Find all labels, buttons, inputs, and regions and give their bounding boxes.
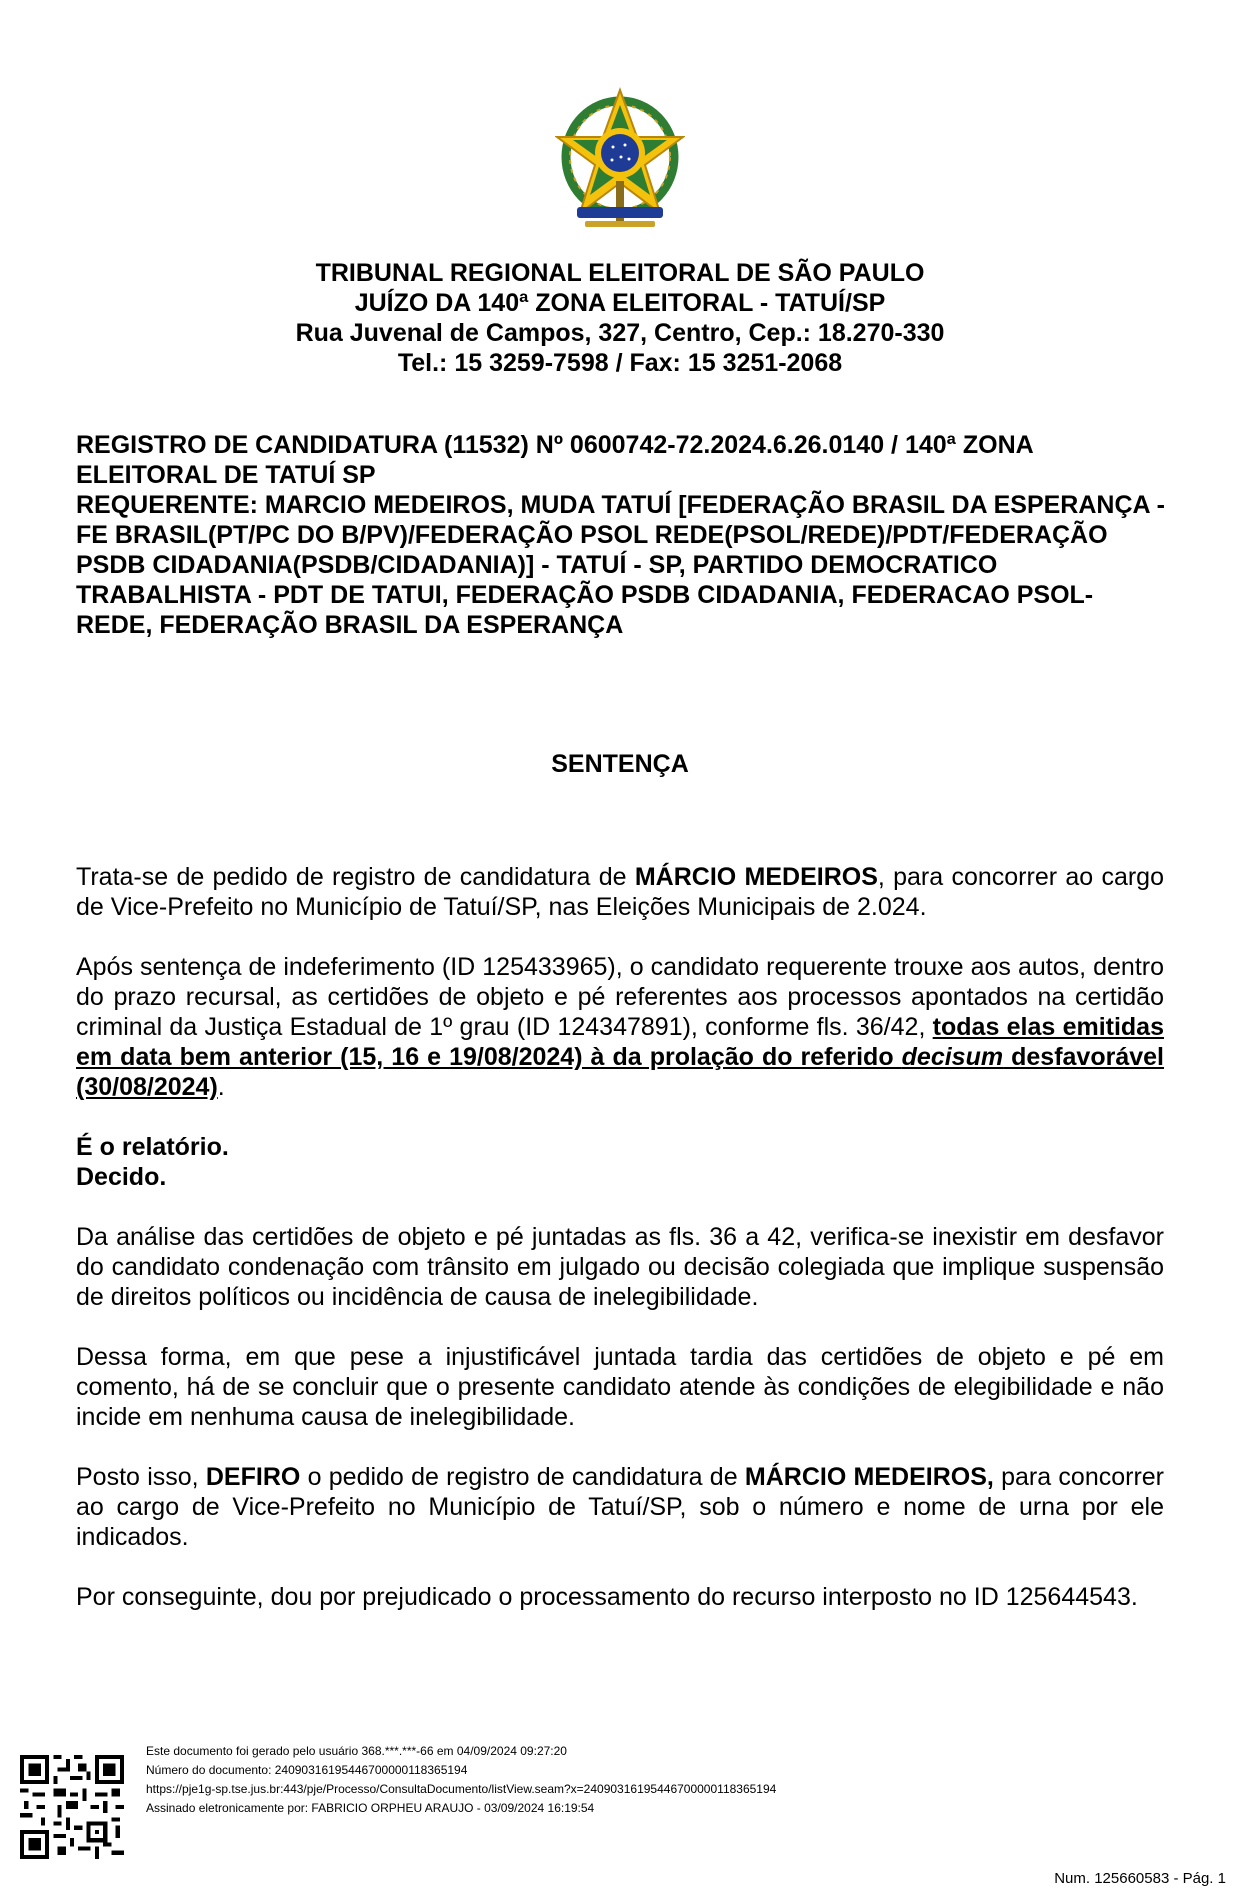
- paragraph-decision: Posto isso, DEFIRO o pedido de registro de candidatura de MÁRCIO MEDEIROS, para concorrer ao cargo de Vice-Prefeito no Município de Tatuí/SP, sob o número e nome de urna por ele indicados.: [76, 1463, 1165, 1551]
- footer-signed-by: Assinado eletronicamente por: FABRICIO ORPHEU ARAUJO - 03/09/2024 16:19:54: [146, 1801, 595, 1815]
- paragraph-facts: Trata-se de pedido de registro de candidatura de MÁRCIO MEDEIROS, para concorrer ao cargo de Vice-Prefeito no Município de Tatuí/SP, nas Eleições Municipais de 2.024.: [76, 863, 1164, 921]
- decided-line: Decido.: [76, 1163, 167, 1191]
- footer-url[interactable]: https://pje1g-sp.tse.jus.br:443/pje/Processo/ConsultaDocumento/listView.seam?x=24090316195446700000118365194: [146, 1782, 777, 1796]
- paragraph-conclusion: Dessa forma, em que pese a injustificável juntada tardia das certidões de objeto e pé em comento, há de se concluir que o presente candidato atende às condições de elegibilidade e não incide em nenhuma causa de inelegibilidade.: [76, 1343, 1164, 1431]
- case-applicant: REQUERENTE: MARCIO MEDEIROS, MUDA TATUÍ [FEDERAÇÃO BRASIL DA ESPERANÇA - FE BRASIL(PT/PC DO B/PV)/FEDERAÇÃO PSOL REDE(PSOL/REDE)/PDT/FEDERAÇÃO PSDB CIDADANIA(PSDB/CIDADANIA)] - TATUÍ - SP, PARTIDO DEMOCRATICO TRABALHISTA - PDT DE TATUI, FEDERAÇÃO PSDB CIDADANIA, FEDERACAO PSOL-REDE, FEDERAÇÃO BRASIL DA ESPERANÇA: [76, 491, 1165, 639]
- document-title: SENTENÇA: [551, 750, 689, 778]
- case-registration: REGISTRO DE CANDIDATURA (11532) Nº 0600742-72.2024.6.26.0140 / 140ª ZONA ELEITORAL DE TATUÍ SP: [76, 431, 1033, 489]
- paragraph-analysis: Da análise das certidões de objeto e pé juntadas as fls. 36 a 42, verifica-se inexistir em desfavor do candidato condenação com trânsito em julgado ou decisão colegiada que implique suspensão de direitos políticos ou incidência de causa de inelegibilidade.: [76, 1223, 1164, 1311]
- court-header: [0, 258, 1240, 378]
- paragraph-background: Após sentença de indeferimento (ID 125433965), o candidato requerente trouxe aos autos, dentro do prazo recursal, as certidões de objeto e pé referentes aos processos apontados na certidão criminal da Justiça Estadual de 1º grau (ID 124347891), conforme fls. 36/42, todas elas emitidas em data bem anterior (15, 16 e 19/08/2024) à da prolação do referido decisum desfavorável (30/08/2024).: [76, 953, 1164, 1101]
- court-address: Rua Juvenal de Campos, 327, Centro, Cep.: 18.270-330: [295, 319, 945, 347]
- electoral-zone: JUÍZO DA 140ª ZONA ELEITORAL - TATUÍ/SP: [354, 289, 886, 317]
- court-phone: Tel.: 15 3259-7598 / Fax: 15 3251-2068: [397, 349, 843, 377]
- sentence-body: [76, 862, 1164, 1642]
- candidate-name: MÁRCIO MEDEIROS: [634, 863, 878, 891]
- paragraph-appeal: Por conseguinte, dou por prejudicado o processamento do recurso interposto no ID 125644543.: [76, 1583, 1138, 1611]
- footer-generated: Este documento foi gerado pelo usuário 368.***.***-66 em 04/09/2024 09:27:20: [146, 1744, 567, 1758]
- qr-code-icon: [20, 1755, 124, 1859]
- electronic-signature-footer: [146, 1742, 776, 1818]
- case-identification: [76, 430, 1168, 640]
- footer-document-number: Número do documento: 24090316195446700000118365194: [146, 1763, 468, 1777]
- brazil-coat-of-arms-icon: [555, 85, 685, 235]
- court-name: TRIBUNAL REGIONAL ELEITORAL DE SÃO PAULO: [315, 259, 925, 287]
- report-line: É o relatório.: [76, 1133, 229, 1161]
- page-number: Num. 125660583 - Pág. 1: [1054, 1870, 1226, 1887]
- decision-granted: DEFIRO: [205, 1463, 301, 1491]
